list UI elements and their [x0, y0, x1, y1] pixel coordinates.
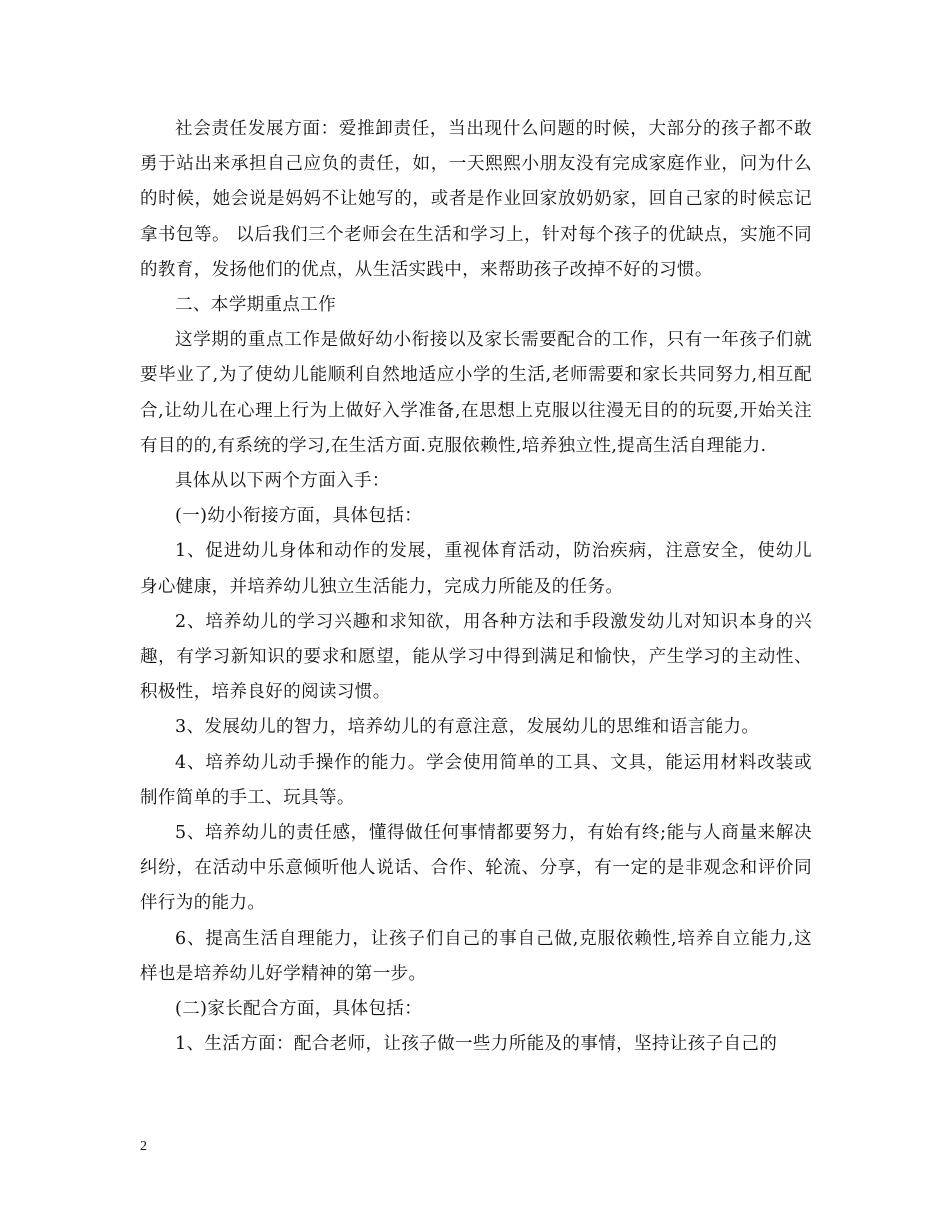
list-item-2: 2、培养幼儿的学习兴趣和求知欲，用各种方法和手段激发幼儿对知识本身的兴趣，有学习新知识的要求和愿望，能从学习中得到满足和愉快，产生学习的主动性、积极性，培养良好的阅读习惯。: [140, 611, 812, 703]
list-item-6: 6、提高生活自理能力，让孩子们自己的事自己做,克服依赖性,培养自立能力,这样也是培养幼儿好学精神的第一步。: [140, 928, 812, 984]
paragraph-two-aspects: 具体从以下两个方面入手：: [175, 471, 390, 492]
list-item-4: 4、培养幼儿动手操作的能力。学会使用简单的工具、文具，能运用材料改装或制作简单的手工、玩具等。: [140, 752, 812, 808]
parent-list-item-1: 1、生活方面：配合老师，让孩子做一些力所能及的事情，坚持让孩子自己的: [175, 1034, 778, 1055]
section-heading-key-work: 二、本学期重点工作: [175, 295, 337, 316]
list-item-1: 1、促进幼儿身体和动作的发展，重视体育活动，防治疾病，注意安全，使幼儿身心健康，并培养幼儿独立生活能力，完成力所能及的任务。: [140, 541, 812, 597]
list-item-3: 3、发展幼儿的智力，培养幼儿的有意注意，发展幼儿的思维和语言能力。: [175, 717, 760, 738]
page-number: 2: [140, 1139, 147, 1154]
subheading-parent-cooperation: (二)家长配合方面，具体包括：: [175, 999, 423, 1020]
list-item-5: 5、培养幼儿的责任感，懂得做任何事情都要努力，有始有终;能与人商量来解决纠纷，在活动中乐意倾听他人说话、合作、轮流、分享，有一定的是非观念和评价同伴行为的能力。: [140, 823, 812, 914]
body-text: [140, 112, 812, 1062]
paragraph-social-responsibility: 社会责任发展方面：爱推卸责任，当出现什么问题的时候，大部分的孩子都不敢勇于站出来承担自己应负的责任，如，一天熙熙小朋友没有完成家庭作业，问为什么的时候，她会说是妈妈不让她写的，或者是作业回家放奶奶家，回自己家的时候忘记拿书包等。 以后我们三个老师会在生活和学习上，针对每个孩子的优缺点，实施不同的教育，发扬他们的优点，从生活实践中，来帮助孩子改掉不好的习惯。: [140, 119, 812, 280]
subheading-transition: (一)幼小衔接方面，具体包括：: [175, 506, 423, 527]
paragraph-key-work: 这学期的重点工作是做好幼小衔接以及家长需要配合的工作，只有一年孩子们就要毕业了,为了使幼儿能顺利自然地适应小学的生活,老师需要和家长共同努力,相互配合,让幼儿在心理上行为上做好入学准备,在思想上克服以往漫无目的的玩耍,开始关注有目的的,有系统的学习,在生活方面.克服依赖性,培养独立性,提高生活自理能力.: [140, 330, 812, 456]
